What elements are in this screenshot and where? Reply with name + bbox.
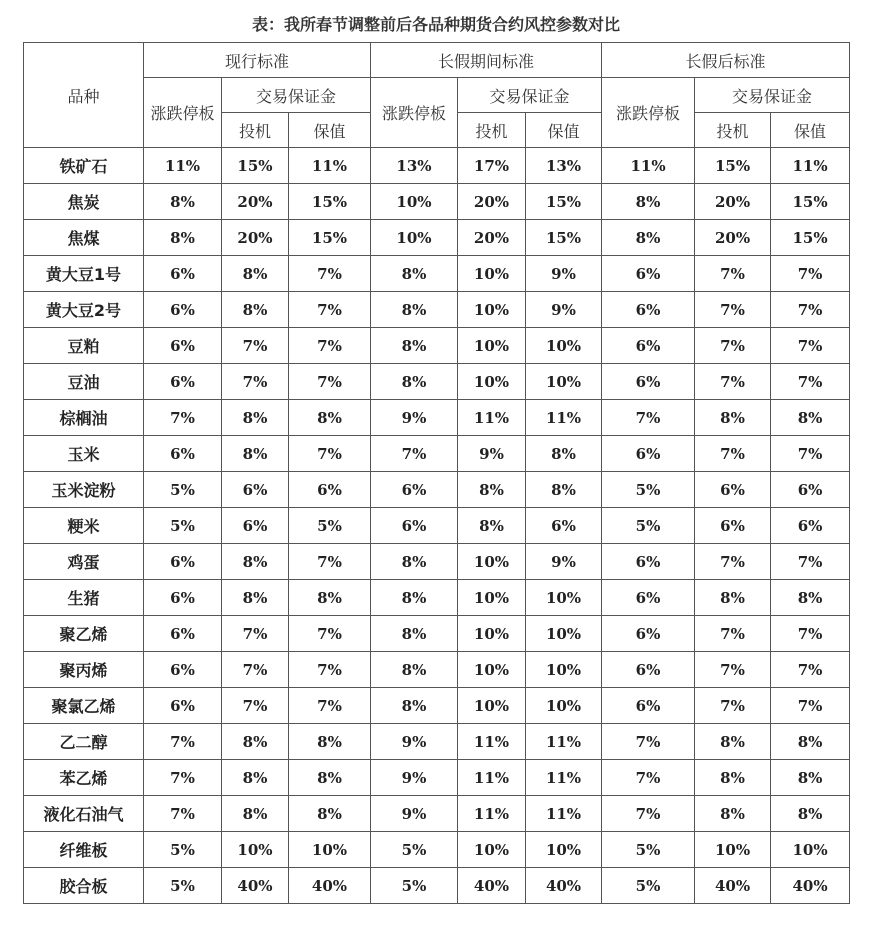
cell-after-limit: 6%: [602, 652, 695, 688]
cell-holiday-hedge: 10%: [526, 832, 602, 868]
header-spec-after: 投机: [695, 113, 771, 148]
cell-holiday-limit: 8%: [371, 688, 458, 724]
cell-variety-name: 苯乙烯: [24, 760, 144, 796]
header-spec-holiday: 投机: [458, 113, 526, 148]
cell-current-spec: 8%: [222, 760, 289, 796]
cell-after-hedge: 7%: [771, 256, 850, 292]
cell-current-spec: 8%: [222, 544, 289, 580]
cell-holiday-spec: 10%: [458, 292, 526, 328]
cell-current-spec: 8%: [222, 796, 289, 832]
cell-current-limit: 5%: [144, 832, 222, 868]
cell-current-hedge: 7%: [289, 364, 371, 400]
cell-current-hedge: 11%: [289, 148, 371, 184]
cell-after-spec: 7%: [695, 292, 771, 328]
cell-variety-name: 纤维板: [24, 832, 144, 868]
cell-holiday-hedge: 15%: [526, 184, 602, 220]
cell-holiday-limit: 8%: [371, 364, 458, 400]
cell-after-limit: 6%: [602, 688, 695, 724]
cell-variety-name: 豆粕: [24, 328, 144, 364]
cell-current-limit: 6%: [144, 256, 222, 292]
cell-holiday-spec: 20%: [458, 220, 526, 256]
cell-after-limit: 6%: [602, 544, 695, 580]
header-hedge-current: 保值: [289, 113, 371, 148]
cell-current-hedge: 8%: [289, 724, 371, 760]
cell-variety-name: 乙二醇: [24, 724, 144, 760]
cell-holiday-spec: 9%: [458, 436, 526, 472]
cell-after-spec: 8%: [695, 796, 771, 832]
cell-holiday-limit: 5%: [371, 868, 458, 904]
cell-after-hedge: 7%: [771, 688, 850, 724]
table-title: 表：我所春节调整前后各品种期货合约风控参数对比: [251, 15, 620, 34]
cell-holiday-hedge: 11%: [526, 400, 602, 436]
cell-current-limit: 6%: [144, 616, 222, 652]
cell-holiday-spec: 10%: [458, 616, 526, 652]
cell-holiday-hedge: 9%: [526, 544, 602, 580]
cell-holiday-limit: 7%: [371, 436, 458, 472]
table-row: [24, 832, 850, 868]
cell-current-spec: 7%: [222, 652, 289, 688]
cell-variety-name: 焦煤: [24, 220, 144, 256]
cell-after-hedge: 40%: [771, 868, 850, 904]
cell-holiday-spec: 10%: [458, 832, 526, 868]
cell-after-spec: 7%: [695, 328, 771, 364]
cell-after-hedge: 8%: [771, 724, 850, 760]
table-row: [24, 868, 850, 904]
table-row: [24, 256, 850, 292]
header-group-after: 长假后标准: [602, 43, 850, 78]
cell-holiday-limit: 8%: [371, 328, 458, 364]
cell-after-spec: 15%: [695, 148, 771, 184]
cell-after-limit: 5%: [602, 868, 695, 904]
cell-holiday-limit: 8%: [371, 580, 458, 616]
cell-holiday-limit: 8%: [371, 256, 458, 292]
cell-after-hedge: 15%: [771, 220, 850, 256]
cell-current-hedge: 7%: [289, 652, 371, 688]
cell-holiday-limit: 6%: [371, 472, 458, 508]
cell-current-hedge: 6%: [289, 472, 371, 508]
cell-after-hedge: 7%: [771, 292, 850, 328]
cell-current-hedge: 7%: [289, 436, 371, 472]
cell-holiday-spec: 10%: [458, 652, 526, 688]
cell-after-hedge: 6%: [771, 472, 850, 508]
header-margin-current: 交易保证金: [222, 78, 371, 113]
table-row: [24, 436, 850, 472]
cell-holiday-spec: 20%: [458, 184, 526, 220]
cell-current-spec: 6%: [222, 472, 289, 508]
cell-after-hedge: 8%: [771, 400, 850, 436]
cell-holiday-spec: 11%: [458, 760, 526, 796]
table-row: [24, 148, 850, 184]
cell-holiday-spec: 10%: [458, 544, 526, 580]
cell-after-limit: 7%: [602, 796, 695, 832]
cell-after-spec: 7%: [695, 364, 771, 400]
table-row: [24, 688, 850, 724]
cell-variety-name: 生猪: [24, 580, 144, 616]
cell-after-hedge: 7%: [771, 544, 850, 580]
cell-current-limit: 7%: [144, 760, 222, 796]
cell-current-spec: 8%: [222, 436, 289, 472]
cell-holiday-hedge: 10%: [526, 688, 602, 724]
table-row: [24, 400, 850, 436]
cell-holiday-limit: 8%: [371, 292, 458, 328]
cell-after-limit: 7%: [602, 760, 695, 796]
cell-after-hedge: 7%: [771, 364, 850, 400]
cell-after-limit: 11%: [602, 148, 695, 184]
cell-after-limit: 8%: [602, 220, 695, 256]
cell-holiday-spec: 10%: [458, 580, 526, 616]
cell-after-hedge: 15%: [771, 184, 850, 220]
cell-after-limit: 6%: [602, 292, 695, 328]
cell-after-spec: 20%: [695, 220, 771, 256]
cell-current-limit: 8%: [144, 220, 222, 256]
cell-variety-name: 鸡蛋: [24, 544, 144, 580]
cell-variety-name: 棕榈油: [24, 400, 144, 436]
cell-current-spec: 7%: [222, 328, 289, 364]
table-row: [24, 364, 850, 400]
cell-after-limit: 5%: [602, 832, 695, 868]
cell-current-spec: 6%: [222, 508, 289, 544]
cell-variety-name: 黄大豆2号: [24, 292, 144, 328]
cell-current-hedge: 8%: [289, 580, 371, 616]
cell-current-limit: 6%: [144, 688, 222, 724]
cell-holiday-limit: 9%: [371, 760, 458, 796]
header-hedge-after: 保值: [771, 113, 850, 148]
cell-after-spec: 7%: [695, 256, 771, 292]
cell-current-spec: 20%: [222, 220, 289, 256]
cell-holiday-hedge: 11%: [526, 760, 602, 796]
cell-holiday-hedge: 6%: [526, 508, 602, 544]
cell-after-hedge: 6%: [771, 508, 850, 544]
cell-current-limit: 7%: [144, 796, 222, 832]
table-row: [24, 292, 850, 328]
cell-after-limit: 7%: [602, 724, 695, 760]
cell-holiday-spec: 11%: [458, 796, 526, 832]
cell-after-hedge: 10%: [771, 832, 850, 868]
header-hedge-holiday: 保值: [526, 113, 602, 148]
cell-after-spec: 7%: [695, 544, 771, 580]
cell-current-hedge: 5%: [289, 508, 371, 544]
header-limit-after: 涨跌停板: [602, 78, 695, 148]
cell-variety-name: 液化石油气: [24, 796, 144, 832]
table-row: [24, 544, 850, 580]
cell-holiday-hedge: 11%: [526, 796, 602, 832]
cell-holiday-spec: 11%: [458, 400, 526, 436]
cell-after-limit: 5%: [602, 508, 695, 544]
header-limit-current: 涨跌停板: [144, 78, 222, 148]
cell-variety-name: 聚氯乙烯: [24, 688, 144, 724]
cell-current-limit: 6%: [144, 292, 222, 328]
cell-holiday-hedge: 13%: [526, 148, 602, 184]
table-row: [24, 760, 850, 796]
cell-current-hedge: 8%: [289, 760, 371, 796]
table-row: [24, 652, 850, 688]
cell-holiday-spec: 10%: [458, 256, 526, 292]
cell-current-hedge: 8%: [289, 796, 371, 832]
cell-variety-name: 玉米淀粉: [24, 472, 144, 508]
cell-holiday-hedge: 8%: [526, 472, 602, 508]
cell-after-limit: 8%: [602, 184, 695, 220]
table-row: [24, 508, 850, 544]
cell-current-hedge: 10%: [289, 832, 371, 868]
cell-current-hedge: 7%: [289, 616, 371, 652]
cell-after-spec: 10%: [695, 832, 771, 868]
cell-after-spec: 7%: [695, 616, 771, 652]
cell-current-spec: 7%: [222, 616, 289, 652]
cell-after-spec: 8%: [695, 400, 771, 436]
cell-current-limit: 11%: [144, 148, 222, 184]
cell-holiday-spec: 8%: [458, 472, 526, 508]
cell-holiday-spec: 10%: [458, 688, 526, 724]
cell-current-hedge: 8%: [289, 400, 371, 436]
cell-holiday-limit: 10%: [371, 220, 458, 256]
cell-after-spec: 6%: [695, 508, 771, 544]
cell-after-hedge: 7%: [771, 652, 850, 688]
cell-current-hedge: 7%: [289, 256, 371, 292]
cell-current-spec: 8%: [222, 292, 289, 328]
cell-after-limit: 6%: [602, 616, 695, 652]
cell-current-limit: 6%: [144, 544, 222, 580]
cell-variety-name: 粳米: [24, 508, 144, 544]
header-margin-holiday: 交易保证金: [458, 78, 602, 113]
cell-holiday-limit: 8%: [371, 616, 458, 652]
cell-holiday-spec: 40%: [458, 868, 526, 904]
cell-holiday-hedge: 10%: [526, 616, 602, 652]
cell-current-limit: 5%: [144, 472, 222, 508]
cell-current-spec: 20%: [222, 184, 289, 220]
cell-holiday-spec: 11%: [458, 724, 526, 760]
cell-after-spec: 8%: [695, 580, 771, 616]
table-row: [24, 472, 850, 508]
table-row: [24, 220, 850, 256]
cell-after-spec: 20%: [695, 184, 771, 220]
cell-holiday-limit: 8%: [371, 544, 458, 580]
cell-after-spec: 7%: [695, 436, 771, 472]
cell-holiday-spec: 10%: [458, 328, 526, 364]
cell-holiday-limit: 9%: [371, 400, 458, 436]
cell-after-hedge: 11%: [771, 148, 850, 184]
cell-holiday-spec: 10%: [458, 364, 526, 400]
cell-holiday-spec: 17%: [458, 148, 526, 184]
cell-current-limit: 6%: [144, 328, 222, 364]
cell-holiday-hedge: 10%: [526, 652, 602, 688]
cell-current-hedge: 15%: [289, 220, 371, 256]
cell-after-limit: 5%: [602, 472, 695, 508]
cell-after-limit: 6%: [602, 580, 695, 616]
cell-holiday-hedge: 40%: [526, 868, 602, 904]
cell-holiday-hedge: 8%: [526, 436, 602, 472]
cell-current-limit: 8%: [144, 184, 222, 220]
cell-current-spec: 7%: [222, 688, 289, 724]
cell-holiday-hedge: 10%: [526, 364, 602, 400]
cell-after-hedge: 7%: [771, 616, 850, 652]
cell-current-limit: 7%: [144, 724, 222, 760]
header-margin-after: 交易保证金: [695, 78, 850, 113]
cell-after-hedge: 8%: [771, 796, 850, 832]
cell-variety-name: 玉米: [24, 436, 144, 472]
cell-current-limit: 6%: [144, 436, 222, 472]
cell-current-spec: 40%: [222, 868, 289, 904]
cell-holiday-limit: 13%: [371, 148, 458, 184]
cell-current-spec: 8%: [222, 256, 289, 292]
cell-current-spec: 7%: [222, 364, 289, 400]
cell-current-spec: 8%: [222, 400, 289, 436]
cell-after-limit: 6%: [602, 436, 695, 472]
cell-holiday-limit: 9%: [371, 724, 458, 760]
cell-after-limit: 6%: [602, 256, 695, 292]
cell-current-hedge: 15%: [289, 184, 371, 220]
cell-holiday-limit: 10%: [371, 184, 458, 220]
cell-variety-name: 聚丙烯: [24, 652, 144, 688]
table-row: [24, 616, 850, 652]
cell-after-limit: 6%: [602, 328, 695, 364]
cell-after-spec: 7%: [695, 688, 771, 724]
cell-holiday-hedge: 9%: [526, 292, 602, 328]
cell-after-hedge: 8%: [771, 760, 850, 796]
cell-current-hedge: 7%: [289, 328, 371, 364]
cell-holiday-hedge: 15%: [526, 220, 602, 256]
header-limit-holiday: 涨跌停板: [371, 78, 458, 148]
cell-current-hedge: 7%: [289, 544, 371, 580]
cell-after-hedge: 8%: [771, 580, 850, 616]
header-variety: 品种: [24, 43, 144, 148]
cell-current-hedge: 40%: [289, 868, 371, 904]
table-row: [24, 796, 850, 832]
cell-current-limit: 7%: [144, 400, 222, 436]
cell-variety-name: 豆油: [24, 364, 144, 400]
risk-parameter-table: [23, 42, 850, 904]
cell-after-spec: 8%: [695, 724, 771, 760]
cell-after-spec: 7%: [695, 652, 771, 688]
cell-variety-name: 焦炭: [24, 184, 144, 220]
header-group-holiday: 长假期间标准: [371, 43, 602, 78]
cell-holiday-hedge: 9%: [526, 256, 602, 292]
cell-current-spec: 8%: [222, 724, 289, 760]
cell-current-limit: 6%: [144, 652, 222, 688]
cell-current-hedge: 7%: [289, 688, 371, 724]
cell-after-spec: 40%: [695, 868, 771, 904]
cell-variety-name: 胶合板: [24, 868, 144, 904]
cell-current-spec: 10%: [222, 832, 289, 868]
cell-holiday-limit: 6%: [371, 508, 458, 544]
cell-holiday-limit: 9%: [371, 796, 458, 832]
table-row: [24, 328, 850, 364]
table-row: [24, 184, 850, 220]
cell-current-limit: 6%: [144, 580, 222, 616]
cell-current-limit: 5%: [144, 868, 222, 904]
table-row: [24, 580, 850, 616]
cell-after-limit: 7%: [602, 400, 695, 436]
cell-after-hedge: 7%: [771, 436, 850, 472]
cell-variety-name: 铁矿石: [24, 148, 144, 184]
cell-holiday-limit: 8%: [371, 652, 458, 688]
cell-holiday-hedge: 10%: [526, 580, 602, 616]
cell-after-spec: 8%: [695, 760, 771, 796]
cell-variety-name: 黄大豆1号: [24, 256, 144, 292]
cell-after-limit: 6%: [602, 364, 695, 400]
cell-current-limit: 5%: [144, 508, 222, 544]
cell-holiday-spec: 8%: [458, 508, 526, 544]
cell-current-spec: 8%: [222, 580, 289, 616]
table-body: [24, 148, 850, 904]
cell-current-hedge: 7%: [289, 292, 371, 328]
cell-variety-name: 聚乙烯: [24, 616, 144, 652]
header-group-current: 现行标准: [144, 43, 371, 78]
cell-after-hedge: 7%: [771, 328, 850, 364]
cell-current-limit: 6%: [144, 364, 222, 400]
header-spec-current: 投机: [222, 113, 289, 148]
cell-holiday-hedge: 11%: [526, 724, 602, 760]
cell-holiday-hedge: 10%: [526, 328, 602, 364]
cell-after-spec: 6%: [695, 472, 771, 508]
table-row: [24, 724, 850, 760]
cell-current-spec: 15%: [222, 148, 289, 184]
cell-holiday-limit: 5%: [371, 832, 458, 868]
